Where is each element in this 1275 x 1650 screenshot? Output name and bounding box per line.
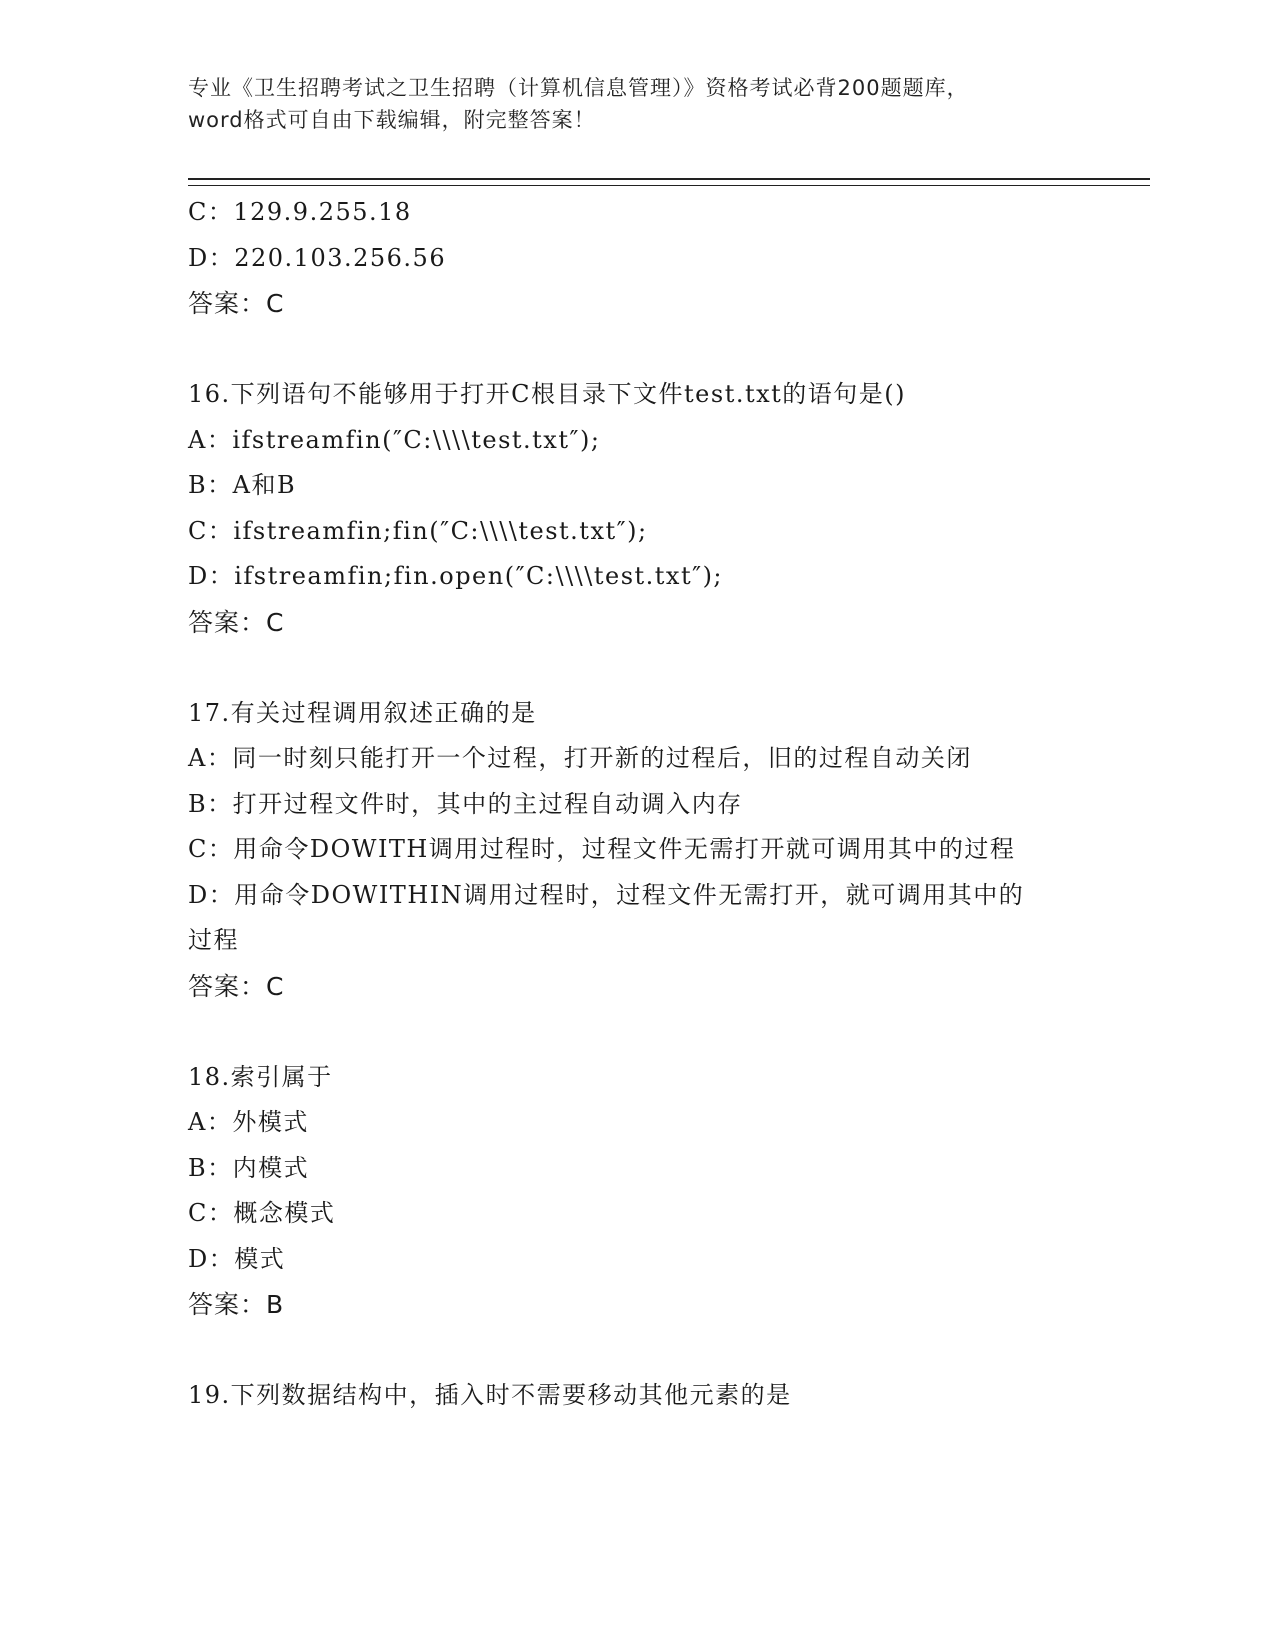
option-b: B：内模式 xyxy=(188,1153,310,1182)
option-c: C：ifstreamfin;fin(″C:\\\\test.txt″); xyxy=(188,516,648,545)
question-16 xyxy=(188,372,1088,645)
previous-question-tail xyxy=(188,190,1088,327)
option-d: D：220.103.256.56 xyxy=(188,243,447,272)
header-divider xyxy=(188,178,1150,186)
header-line-1: 专业《卫生招聘考试之卫生招聘（计算机信息管理）》资格考试必背200题题库， xyxy=(188,76,969,100)
answer-line: 答案：C xyxy=(188,289,285,318)
question-19 xyxy=(188,1373,1088,1419)
option-b: B：A和B xyxy=(188,471,297,499)
question-stem: 19.下列数据结构中，插入时不需要移动其他元素的是 xyxy=(188,1381,792,1409)
option-c: C：概念模式 xyxy=(188,1199,336,1227)
document-body xyxy=(188,190,1088,1419)
option-a: A：同一时刻只能打开一个过程，打开新的过程后，旧的过程自动关闭 xyxy=(188,744,972,772)
question-stem: 17.有关过程调用叙述正确的是 xyxy=(188,698,537,727)
question-17 xyxy=(188,691,1088,1010)
question-stem: 18.索引属于 xyxy=(188,1062,333,1091)
option-d: D：模式 xyxy=(188,1244,286,1273)
option-a: A：外模式 xyxy=(188,1108,309,1136)
answer-line: 答案：B xyxy=(188,1290,285,1319)
option-d: D：ifstreamfin;fin.open(″C:\\\\test.txt″); xyxy=(188,562,724,590)
question-18 xyxy=(188,1055,1088,1328)
question-stem: 16.下列语句不能够用于打开C根目录下文件test.txt的语句是() xyxy=(188,380,907,408)
option-b: B：打开过程文件时，其中的主过程自动调入内存 xyxy=(188,789,743,818)
header-line-2: word格式可自由下载编辑，附完整答案！ xyxy=(188,108,596,132)
answer-line: 答案：C xyxy=(188,607,285,637)
option-c: C：129.9.255.18 xyxy=(188,198,412,226)
option-c: C：用命令DOWITH调用过程时，过程文件无需打开就可调用其中的过程 xyxy=(188,835,1016,863)
answer-line: 答案：C xyxy=(188,971,285,1001)
option-a: A：ifstreamfin(″C:\\\\test.txt″); xyxy=(188,425,601,454)
document-header xyxy=(188,72,1088,136)
option-d: D：用命令DOWITHIN调用过程时，过程文件无需打开，就可调用其中的过程 xyxy=(188,880,1025,954)
